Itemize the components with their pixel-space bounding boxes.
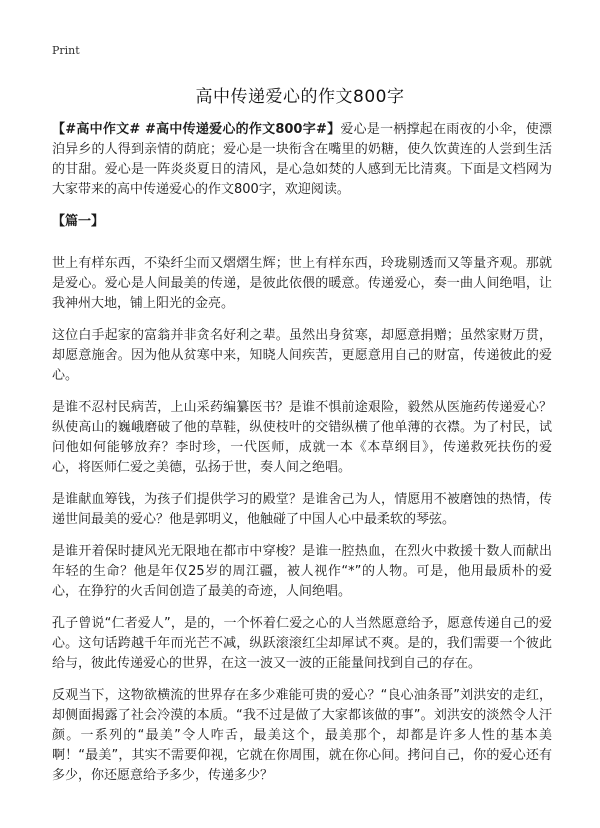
paragraph: 反观当下，这物欲横流的世界存在多少难能可贵的爱心？“良心油条哥”刘洪安的走红，却侧面揭露了社会冷漠的本质。“我不过是做了大家都该做的事”。刘洪安的淡然令人汗颜。一系列的“最美”令人咋舌，最美这个，最美那个，却都是许多人性的基本美啊！“最美”，其实不需要仰视，它就在你周围，就在你心间。拷问自己，你的爱心还有多少，你还愿意给予多少，传递多少？ (52, 688, 552, 783)
paragraph: 是谁不忍村民病苦，上山采药编纂医书？是谁不惧前途艰险，毅然从医施药传递爱心？纵使高山的巍峨磨破了他的草鞋，纵使枝叶的交错纵横了他单薄的衣襟。为了村民，试问他如何能够放弃？李时珍，一代医师，成就一本《本草纲目》，传递救死扶伤的爱心，将医师仁爱之美德，弘扬于世，奏人间之绝唱。 (52, 400, 552, 475)
paragraph: 孔子曾说“仁者爱人”，是的，一个怀着仁爱之心的人当然愿意给予，愿意传递自己的爱心。这句话跨越千年而光芒不减，纵跃滚滚红尘却犀试不爽。是的，我们需要一个彼此给与，彼此传递爱心的世界，在这一波又一波的正能量间找到自己的存在。 (52, 616, 552, 671)
intro-tag: 【#高中作文# #高中传递爱心的作文800字#】 (52, 122, 341, 137)
print-link[interactable]: Print (52, 44, 80, 57)
section-heading: 【篇一】 (52, 214, 105, 229)
paragraph: 是谁开着保时捷风光无限地在都市中穿梭？是谁一腔热血，在烈火中救援十数人而献出年轻的生命？他是年仅25岁的周江疆，被人视作“*”的人物。可是，他用最质朴的爱心，在狰狞的火舌间创造了最美的奇迹，人间绝唱。 (52, 544, 552, 599)
intro-text: 爱心是一柄撑起在雨夜的小伞，使漂泊异乡的人得到亲情的荫庇；爱心是一块衔含在嘴里的奶糖，使久饮黄连的人尝到生活的甘甜。爱心是一阵炎炎夏日的清风，是心急如焚的人感到无比清爽。下面是文档网为大家带来的高中传递爱心的作文800字，欢迎阅读。 (52, 122, 552, 197)
article-body (52, 120, 552, 798)
page-title: 高中传递爱心的作文800字 (195, 87, 405, 107)
paragraph: 世上有样东西，不染纤尘而又熠熠生辉；世上有样东西，玲珑剔透而又等量齐观。那就是爱心。爱心是人间最美的传递，是彼此依偎的暖意。传递爱心，奏一曲人间绝唱，让我神州大地，铺上阳光的金亮。 (52, 256, 552, 311)
paragraph: 这位白手起家的富翁并非贪名好利之辈。虽然出身贫寒，却愿意捐赠；虽然家财万贯，却愿意施舍。因为他从贫寒中来，知晓人间疾苦，更愿意用自己的财富，传递彼此的爱心。 (52, 328, 552, 383)
intro-paragraph (52, 120, 552, 200)
paragraph: 是谁献血筹钱，为孩子们提供学习的殿堂？是谁舍己为人，情愿用不被磨蚀的热情，传递世间最美的爱心？他是郭明义，他触碰了中国人心中最柔软的琴弦。 (52, 492, 552, 527)
